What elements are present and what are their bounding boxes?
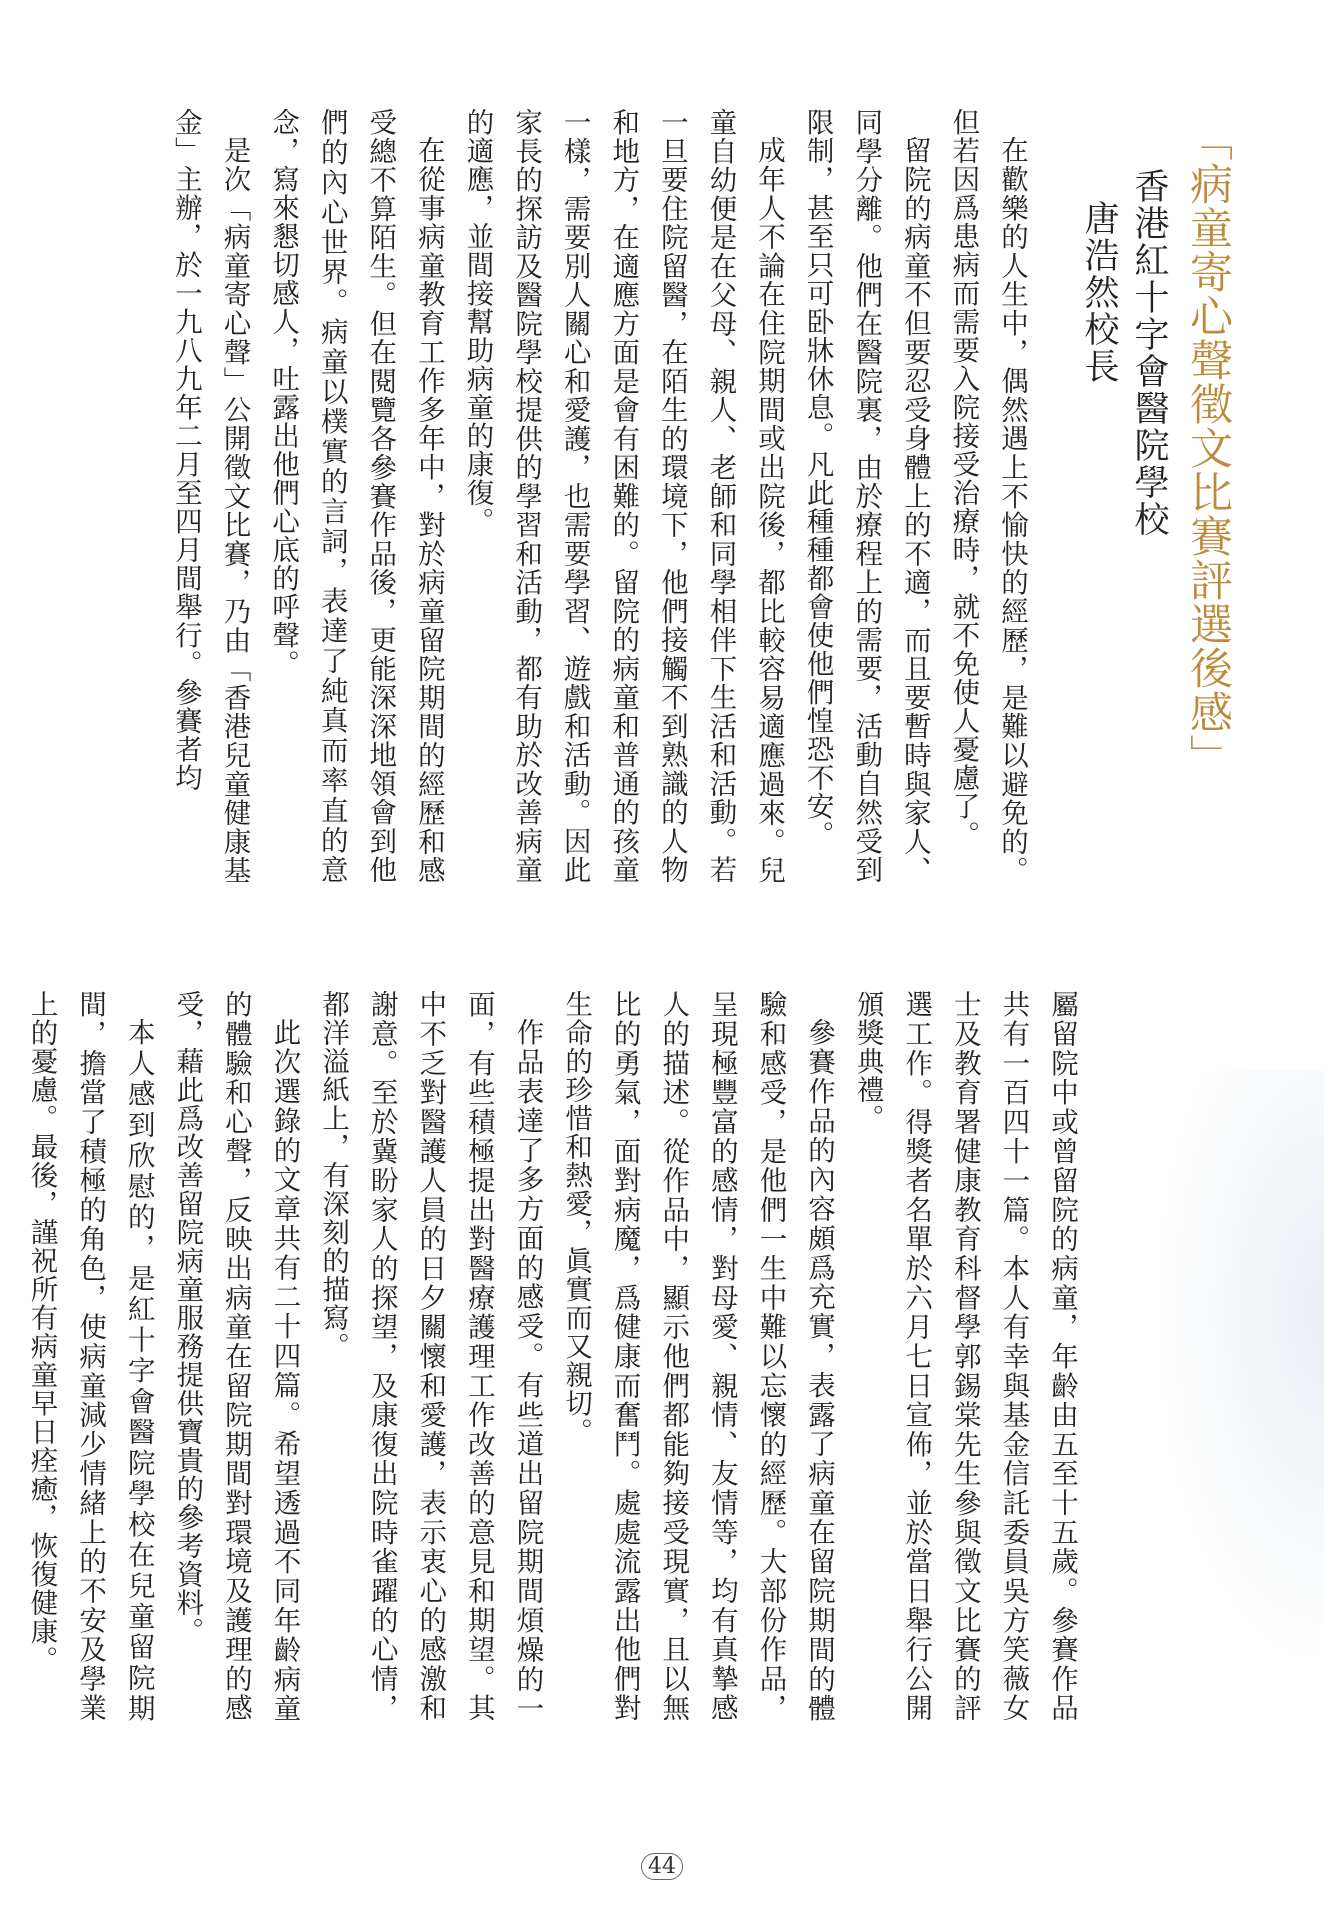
body-paragraph: 屬留院中或曾留院的病童，年齡由五至十五歲。參賽作品共有一百四十一篇。本人有幸與基金信託委員吳方笑薇女士及教育署健康教育科督學郭錫棠先生參與徵文比賽的評選工作。得獎者名單於六月七日宣佈，並於當日舉行公開頒獎典禮。 [851,990,1078,1722]
body-paragraph: 本人感到欣慰的，是紅十字會醫院學校在兒童留院期間，擔當了積極的角色，使病童減少情緒上的不安及學業上的憂慮。最後，謹祝所有病童早日痊癒，恢復健康。 [25,990,155,1722]
article-title: 「病童寄心聲徵文比賽評選後感」 [1183,118,1233,778]
body-paragraph: 此次選錄的文章共有二十四篇。希望透過不同年齡病童的體驗和心聲，反映出病童在留院期間對環境及護理的感受，藉此爲改善留院病童服務提供寶貴的參考資料。 [171,990,301,1722]
body-paragraph: 留院的病童不但要忍受身體上的不適，而且要暫時與家人、同學分離。他們在醫院裏，由於療程上的需要，活動自然受到限制，甚至只可卧牀休息。凡此種種都會使他們惶恐不安。 [801,108,931,884]
body-paragraph: 在從事病童教育工作多年中，對於病童留院期間的經歷和感受總不算陌生。但在閱覽各參賽作品後，更能深深地領會到他們的內心世界。病童以樸實的言詞，表達了純真而率直的意念，寫來懇切感人，吐露出他們心底的呼聲。 [267,108,445,884]
author-school: 香港紅十字會醫院學校 [1129,168,1169,538]
article-body-top [161,108,1036,884]
body-paragraph: 在歡樂的人生中，偶然遇上不愉快的經歷，是難以避免的。但若因爲患病而需要入院接受治療時，就不免使人憂慮了。 [947,108,1028,884]
author-name: 唐浩然校長 [1079,200,1119,385]
page-number-text: 44 [641,1853,683,1880]
background-watermark [1154,1070,1324,1670]
body-paragraph: 是次「病童寄心聲」公開徵文比賽，乃由「香港兒童健康基金」主辦，於一九八九年二月至四月間舉行。參賽者均 [169,108,251,884]
article-body-bottom [17,990,1086,1722]
body-paragraph: 作品表達了多方面的感受。有些道出留院期間煩燥的一面，有些積極提出對醫療護理工作改善的意見和期望。其中不乏對醫護人員的日夕關懷和愛護，表示衷心的感激和謝意。至於冀盼家人的探望，及康復出院時雀躍的心情，都洋溢紙上，有深刻的描寫。 [317,990,544,1722]
body-paragraph: 參賽作品的內容頗爲充實，表露了病童在留院期間的體驗和感受，是他們一生中難以忘懷的經歷。大部份作品，呈現極豐富的感情，對母愛、親情、友情等，均有真摯感人的描述。從作品中，顯示他們都能夠接受現實，且以無比的勇氣，面對病魔，爲健康而奮鬥。處處流露出他們對生命的珍惜和熱愛，眞實而又親切。 [560,990,836,1722]
body-paragraph: 成年人不論在住院期間或出院後，都比較容易適應過來。兒童自幼便是在父母、親人、老師和同學相伴下生活和活動。若一旦要住院留醫，在陌生的環境下，他們接觸不到熟識的人物和地方，在適應方面是會有困難的。留院的病童和普通的孩童一樣，需要別人關心和愛護，也需要學習、遊戲和活動。因此家長的探訪及醫院學校提供的學習和活動，都有助於改善病童的適應，並間接幫助病童的康復。 [461,108,786,884]
page-number [0,1853,1324,1880]
